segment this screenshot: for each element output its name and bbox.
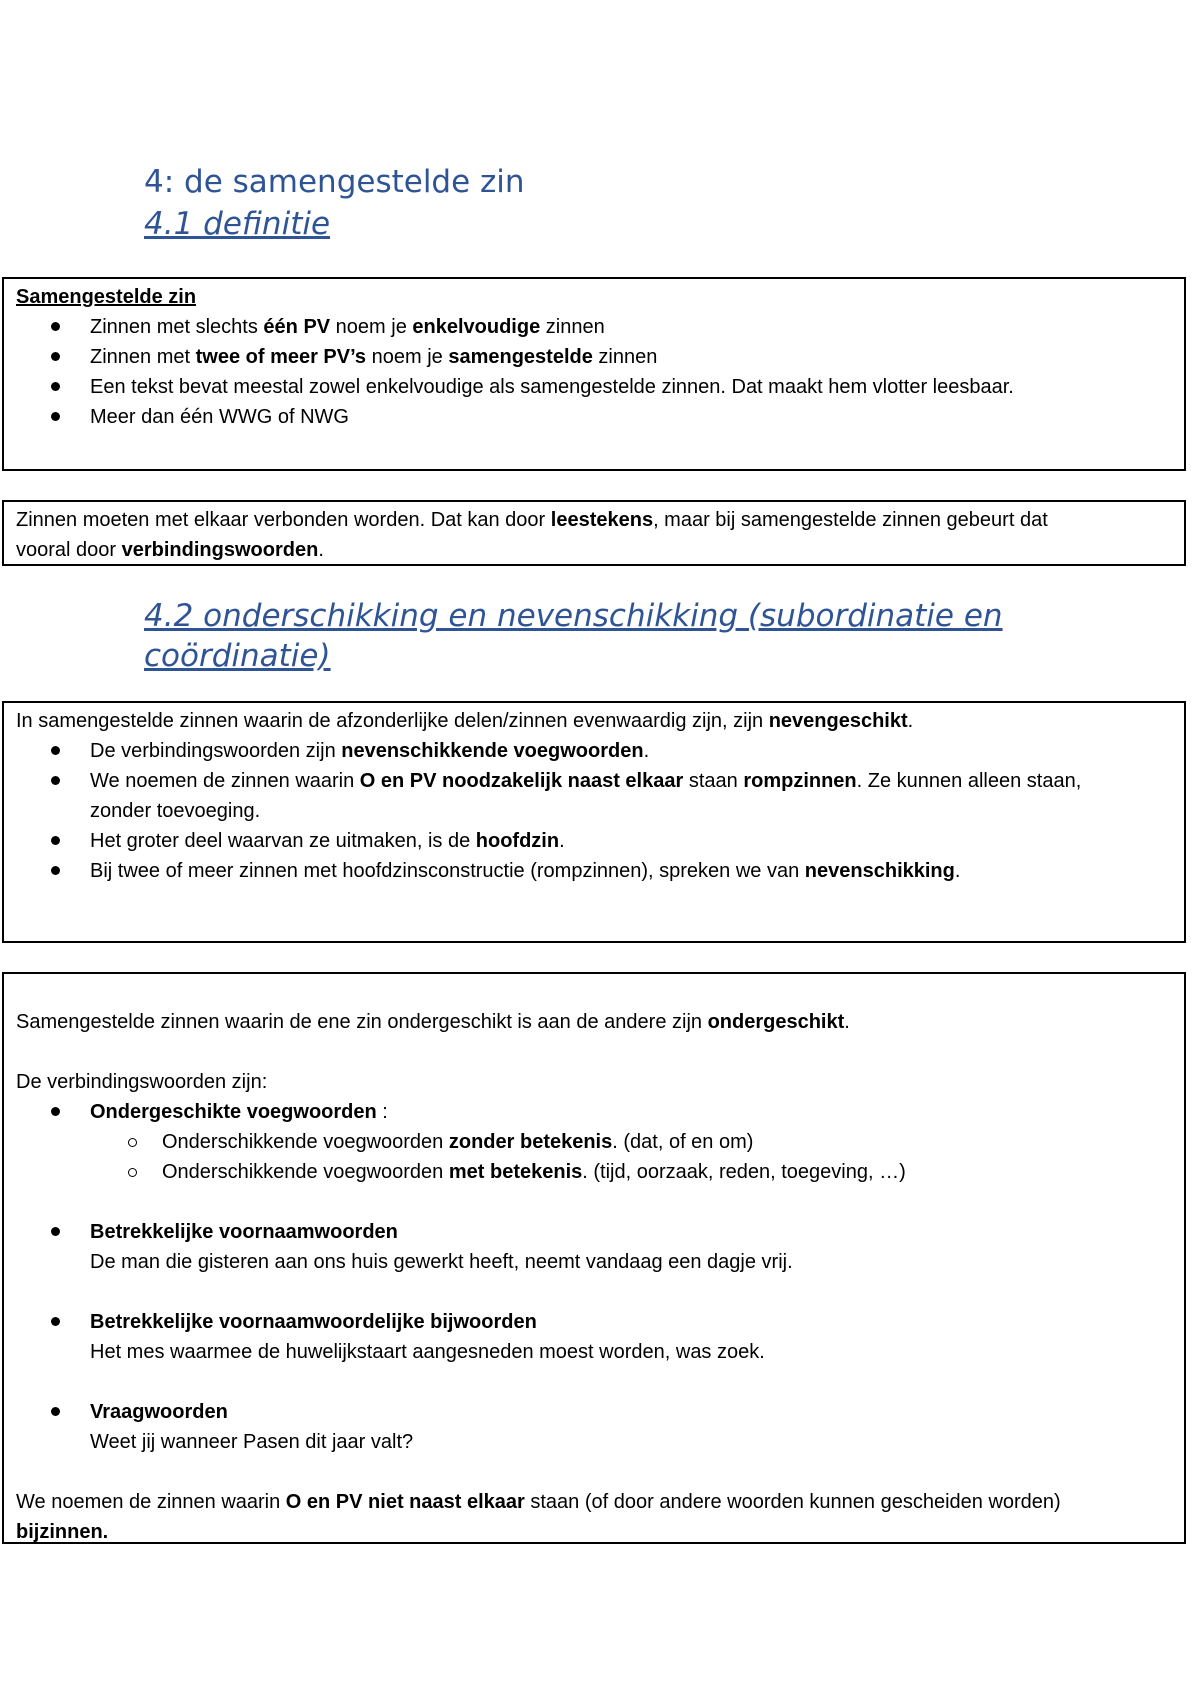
subordination-list-2 (16, 1217, 1172, 1247)
sub-list-item: Onderschikkende voegwoorden met betekenis. (tijd, oorzaak, reden, toegeving, …) (16, 1157, 1172, 1187)
list-item: Zinnen met twee of meer PV’s noem je samengestelde zinnen (16, 342, 1172, 372)
section-4-2-heading-line-2: coördinatie) (144, 638, 331, 674)
list-item: Een tekst bevat meestal zowel enkelvoudige als samengestelde zinnen. Dat maakt hem vlotter leesbaar. (16, 372, 1172, 402)
list-item: Het groter deel waarvan ze uitmaken, is de hoofdzin. (16, 826, 1172, 856)
list-item: Zinnen met slechts één PV noem je enkelvoudige zinnen (16, 312, 1172, 342)
example-sentence: Het mes waarmee de huwelijkstaart aangesneden moest worden, was zoek. (90, 1341, 765, 1363)
connection-box (2, 500, 1186, 566)
example-sentence: De man die gisteren aan ons huis gewerkt heeft, neemt vandaag een dagje vrij. (90, 1251, 793, 1273)
subordination-outro-line-1: We noemen de zinnen waarin O en PV niet naast elkaar staan (of door andere woorden kunnen gescheiden worden) (16, 1491, 1061, 1513)
list-item: Ondergeschikte voegwoorden : (16, 1097, 1172, 1127)
connection-line-2: vooral door verbindingswoorden. (16, 539, 324, 561)
definition-box (2, 277, 1186, 471)
subordination-intro: Samengestelde zinnen waarin de ene zin ondergeschikt is aan de andere zijn ondergeschikt. (16, 1011, 850, 1033)
subordination-list-3 (16, 1307, 1172, 1337)
list-item: De verbindingswoorden zijn nevenschikkende voegwoorden. (16, 736, 1172, 766)
subordination-list (16, 1097, 1172, 1187)
list-item: We noemen de zinnen waarin O en PV noodzakelijk naast elkaar staan rompzinnen. Ze kunnen alleen staan, zonder toevoeging. (16, 766, 1172, 826)
connecting-words-intro: De verbindingswoorden zijn: (16, 1071, 268, 1093)
subordination-outro-line-2: bijzinnen. (16, 1521, 109, 1543)
list-item: Bij twee of meer zinnen met hoofdzinsconstructie (rompzinnen), spreken we van nevenschikking. (16, 856, 1172, 886)
list-item: Betrekkelijke voornaamwoorden (16, 1217, 1172, 1247)
definition-list (16, 312, 1172, 432)
coordination-list (16, 736, 1172, 886)
definition-box-title: Samengestelde zin (16, 286, 197, 308)
chapter-title: 4: de samengestelde zin (144, 164, 525, 200)
subordination-box (2, 972, 1186, 1544)
list-item: Meer dan één WWG of NWG (16, 402, 1172, 432)
list-item: Vraagwoorden (16, 1397, 1172, 1427)
section-4-1-heading: 4.1 definitie (144, 206, 331, 242)
list-item: Betrekkelijke voornaamwoordelijke bijwoorden (16, 1307, 1172, 1337)
connection-line-1: Zinnen moeten met elkaar verbonden worden. Dat kan door leestekens, maar bij samengestelde zinnen gebeurt dat (16, 509, 1048, 531)
coordination-intro: In samengestelde zinnen waarin de afzonderlijke delen/zinnen evenwaardig zijn, zijn nevengeschikt. (16, 710, 914, 732)
coordination-box (2, 701, 1186, 943)
example-sentence: Weet jij wanneer Pasen dit jaar valt? (90, 1431, 414, 1453)
subordination-list-4 (16, 1397, 1172, 1427)
sub-list-item: Onderschikkende voegwoorden zonder betekenis. (dat, of en om) (16, 1127, 1172, 1157)
section-4-2-heading-line-1: 4.2 onderschikking en nevenschikking (subordinatie en (144, 598, 1003, 634)
